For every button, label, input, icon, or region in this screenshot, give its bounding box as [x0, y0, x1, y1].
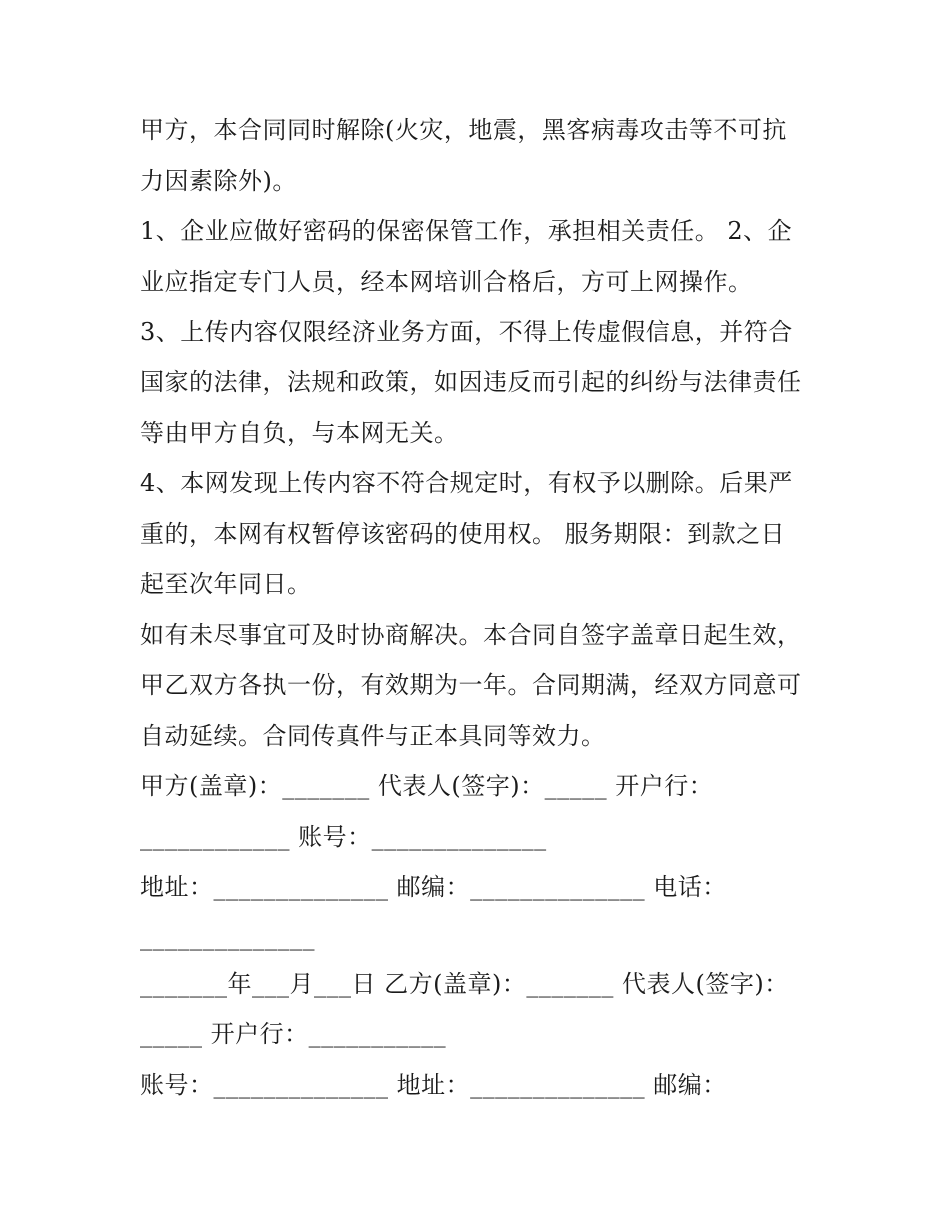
signature-line: 账号：______________ 地址：______________ 邮编： — [140, 1071, 727, 1099]
signature-line: 甲方(盖章)：_______ 代表人(签字)：_____ 开户行： — [140, 772, 714, 800]
text-line: 3、上传内容仅限经济业务方面，不得上传虚假信息，并符合 — [140, 318, 793, 346]
text-line: 重的，本网有权暂停该密码的使用权。 服务期限：到款之日 — [140, 520, 786, 548]
text-line: 等由甲方自负，与本网无关。 — [140, 419, 459, 447]
text-line: 甲方，本合同同时解除(火灾，地震，黑客病毒攻击等不可抗 — [140, 116, 787, 144]
signature-line: _______年___月___日 乙方(盖章)：_______ 代表人(签字)： — [140, 970, 789, 998]
signature-line: ______________ — [140, 923, 315, 951]
text-line: 力因素除外)。 — [140, 167, 297, 195]
text-line: 业应指定专门人员，经本网培训合格后，方可上网操作。 — [140, 268, 753, 296]
text-line: 自动延续。合同传真件与正本具同等效力。 — [140, 722, 606, 750]
text-line: 4、本网发现上传内容不符合规定时，有权予以删除。后果严 — [140, 469, 793, 497]
text-line: 1、企业应做好密码的保密保管工作，承担相关责任。 2、企 — [140, 217, 793, 245]
signature-line: _____ 开户行：___________ — [140, 1020, 447, 1048]
text-line: 甲乙双方各执一份，有效期为一年。合同期满，经双方同意可 — [140, 671, 802, 699]
text-line: 起至次年同日。 — [140, 570, 312, 598]
text-line: 如有未尽事宜可及时协商解决。本合同自签字盖章日起生效， — [140, 621, 802, 649]
text-line: 国家的法律，法规和政策，如因违反而引起的纠纷与法律责任 — [140, 368, 802, 396]
signature-line: ____________ 账号：______________ — [140, 823, 547, 851]
signature-line: 地址：______________ 邮编：______________ 电话： — [140, 873, 727, 901]
